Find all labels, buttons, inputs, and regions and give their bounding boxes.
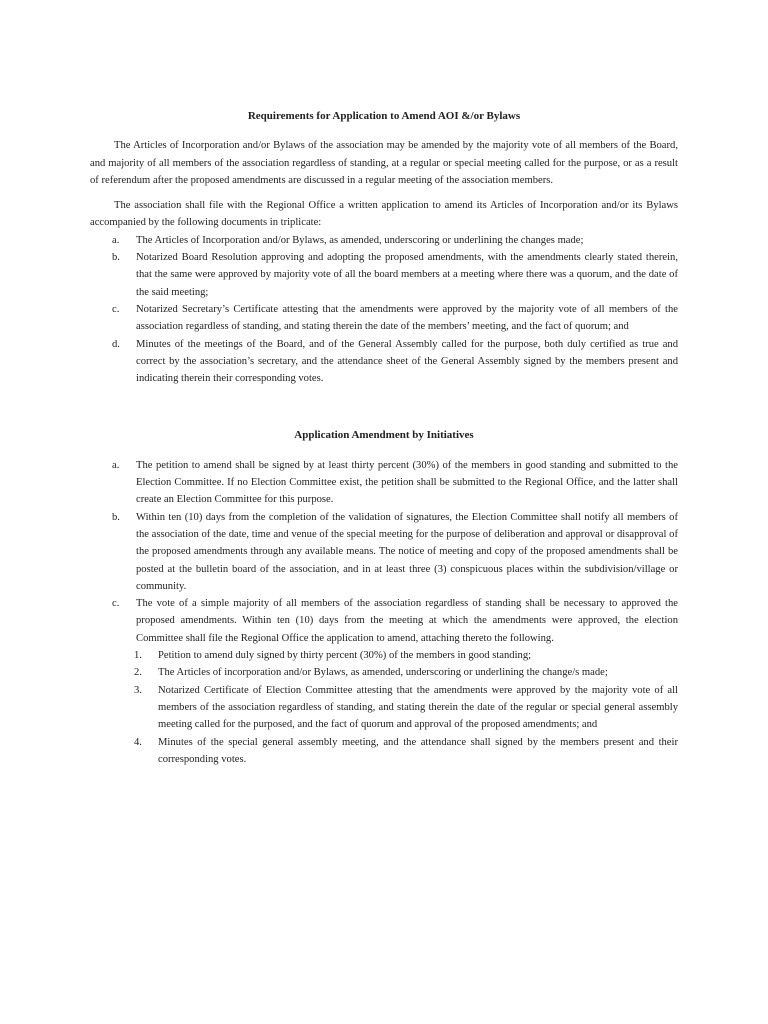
list-item-text: The vote of a simple majority of all members of the association regardless of standing shall be necessary to approved the proposed amendments. Within ten (10) days from the meeting at which the amendments were approved, the election Committee shall file the Regional Office the application to amend, attaching thereto the following. (136, 598, 678, 644)
list-item-text: The Articles of Incorporation and/or Bylaws, as amended, underscoring or underlining the changes made; (136, 234, 584, 246)
list-marker: a. (112, 459, 120, 471)
list-item-text: The petition to amend shall be signed by at least thirty percent (30%) of the members in good standing and submitted to the Election Committee. If no Election Committee exist, the petition shall be submitted to the Regional Office, and the latter shall create an Election Committee for this purpose. (136, 459, 678, 506)
list-marker: 1. (134, 650, 142, 662)
section-title: Requirements for Application to Amend AOI &/or Bylaws (247, 110, 521, 122)
list-item (90, 457, 678, 509)
list-marker: b. (112, 252, 120, 264)
list-item (90, 734, 678, 769)
list-marker: 2. (134, 667, 142, 679)
list-item (90, 647, 678, 664)
list-item (90, 509, 678, 595)
list-item-text: Minutes of the special general assembly meeting, and the attendance shall signed by the members present and their corresponding votes. (158, 736, 678, 765)
list-marker: a. (112, 234, 120, 246)
requirements-list (90, 232, 678, 388)
section-title: Application Amendment by Initiatives (294, 429, 474, 442)
list-marker: d. (112, 338, 120, 350)
attachments-list (90, 647, 678, 768)
paragraph: The Articles of Incorporation and/or Bylaws of the association may be amended by the majority vote of all members of the Board, and majority of all members of the association regardless of standing, at a regular or special meeting called for the purpose, or as a result of referendum after the proposed amendments are discussed in a regular meeting of the association members. (90, 140, 678, 186)
list-marker: 4. (134, 736, 142, 748)
list-marker: b. (112, 511, 120, 523)
paragraph: The association shall file with the Regional Office a written application to amend its Articles of Incorporation and/or its Bylaws accompanied by the following documents in triplicate: (90, 200, 678, 229)
list-item-text: Minutes of the meetings of the Board, and of the General Assembly called for the purpose, both duly certified as true and correct by the association’s secretary, and the attendance sheet of the General Assembly signed by the members present and indicating therein their corresponding votes. (136, 338, 678, 385)
list-item (90, 664, 678, 681)
initiative-steps-list (90, 457, 678, 647)
list-item (90, 301, 678, 336)
list-item-text: Notarized Certificate of Election Committee attesting that the amendments were approved by the majority vote of all members of the association regardless of standing, and stating therein the date of the regular or special general assembly meeting called for the purposed, and the fact of quorum and approval of the proposed amendments; and (158, 684, 678, 731)
list-item (90, 595, 678, 647)
list-item (90, 232, 678, 249)
list-item (90, 682, 678, 734)
list-marker: c. (112, 598, 120, 610)
list-item (90, 249, 678, 301)
list-item (90, 336, 678, 388)
list-item-text: Notarized Secretary’s Certificate attesting that the amendments were approved by the majority vote of all members of the association regardless of standing, and stating therein the date of the members’ meeting, and the fact of quorum; and (136, 303, 678, 333)
list-item-text: Notarized Board Resolution approving and adopting the proposed amendments, with the amendments clearly stated therein, that the same were approved by majority vote of all the board members at a meeting where there was a quorum, and the date of the said meeting; (136, 252, 678, 298)
list-item-text: Within ten (10) days from the completion of the validation of signatures, the Election Committee shall notify all members of the association of the date, time and venue of the special meeting for the purpose of deliberation and approval or disapproval of the proposed amendments through any available means. The notice of meeting and copy of the proposed amendments shall be posted at the bulletin board of the association, and in at least three (3) conspicuous places within the subdivision/village or community. (136, 511, 678, 592)
list-marker: 3. (134, 684, 142, 696)
list-marker: c. (112, 303, 120, 315)
list-item-text: The Articles of incorporation and/or Bylaws, as amended, underscoring or underlining the change/s made; (158, 667, 608, 679)
list-item-text: Petition to amend duly signed by thirty percent (30%) of the members in good standing; (158, 650, 532, 662)
